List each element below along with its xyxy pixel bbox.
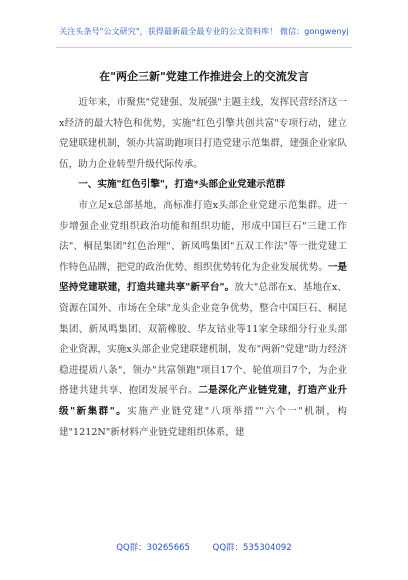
section-paragraph (59, 196, 347, 443)
paragraph-text: 放大"总部在x、基地在x、资源在国外、市场在全球"龙头企业竞争优势，整合中国巨石、桐昆集团、新凤鸣集团、双箭橡胶、华友钴业等11家全球细分行业头部企业资源，实施x头部企业党建联建机制，发布"两新"党建"助力经济稳进提质八条"，领办"共富领跑"项目17个、轮值项目7个，为企业搭建共建共享、抱团发展平台。 (59, 282, 348, 397)
section-heading: 一、实施"红色引擎"，打造*头部企业党建示范群 (78, 179, 286, 191)
bold-point-1: 一是坚持党建联建，打造共建共享"新平台"。 (59, 261, 348, 294)
footer-contact (0, 541, 408, 553)
header-divider (56, 47, 352, 48)
header-banner: 关注头条号"公文研究"，获得最新最全最专业的公文资料库！ 微信：gongwenyj (59, 27, 349, 36)
intro-paragraph: 近年来，市聚焦"党建强、发展强"主题主线，发挥民营经济这一x经济的最大特色和优势，实施"红色引擎共创共富"专项行动，建立党建联建机制，领办共富助跑项目打造党建示范集群，建强企业家队伍，助力企业转型升级代际传承。 (59, 97, 347, 170)
qq-group-1: QQ群：30265665 (116, 543, 190, 553)
paragraph-text: 实施产业链党建"八项举措""六个一"机制，构建"1212N"新材料产业链党建组织体系，建 (59, 405, 348, 438)
bold-point-2: 二是深化产业链党建，打造产业升级"新集群"。 (59, 385, 347, 417)
document-title: 在"两企三新"党建工作推进会上的交流发言 (99, 70, 309, 83)
document-body (59, 93, 347, 443)
qq-group-2: QQ群：535304092 (212, 543, 292, 553)
paragraph-text: 市立足x总部基地，高标准打造x头部企业党建示范集群。进一步增强企业党组织政治功能和组织功能，形成中国巨石"三建工作法"、桐昆集团"红色治理"、新凤鸣集团"五双工作法"等一批党建工作特色品牌，把党的政治优势、组织优势转化为企业发展优势。 (59, 199, 347, 273)
